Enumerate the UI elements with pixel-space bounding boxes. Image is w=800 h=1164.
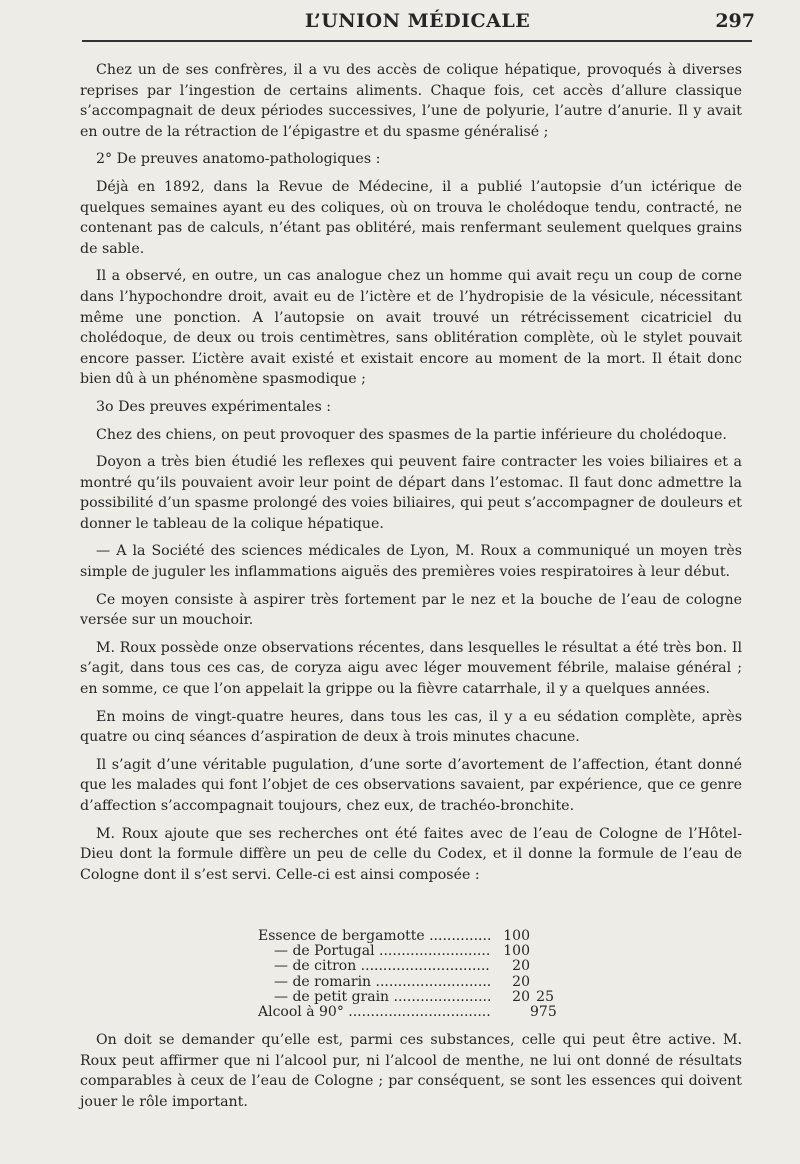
cologne-formula	[258, 929, 578, 1020]
ingredient-amount: 20	[512, 958, 530, 975]
paragraph: 2° De preuves anatomo-pathologiques :	[96, 151, 381, 168]
formula-row	[258, 944, 578, 959]
ingredient-name: — de Portugal .....	[258, 944, 490, 959]
ingredient-name: Alcool à 90° .....	[258, 1005, 490, 1020]
closing-paragraph: On doit se demander qu’elle est, parmi ces substances, celle qui peut être active. M. Roux peut affirmer que ni l’alcool pur, ni l’alcool de menthe, ne lui ont donné de résultats comparables à ceux de l’eau de Cologne ; par conséquent, se sont les essences qui doivent jouer le rôle important.	[80, 1032, 742, 1110]
running-title: L’UNION MÉDICALE	[304, 10, 531, 32]
paragraph: M. Roux ajoute que ses recherches ont été faites avec de l’eau de Cologne de l’Hôtel-Dieu dont la formule diffère un peu de celle du Codex, et il donne la formule de l’eau de Cologne dont il s’est servi. Celle-ci est ainsi composée :	[80, 825, 742, 883]
ingredient-amount: 100	[503, 943, 530, 960]
paragraph: 3o Des preuves expérimentales :	[96, 398, 332, 415]
paragraph: — A la Société des sciences médicales de Lyon, M. Roux a communiqué un moyen très simple de juguler les inflammations aiguës des premières voies respiratoires à leur début.	[80, 543, 742, 581]
paragraph: Chez un de ses confrères, il a vu des accès de colique hépatique, provoqués à diverses reprises par l’ingestion de certains aliments. Chaque fois, cet accès d’allure classique s’accompagnait de deux périodes successives, l’une de polyurie, l’autre d’anurie. Il y avait en outre de la rétraction de l’épigastre et du spasme généralisé ;	[80, 62, 742, 140]
paragraph: M. Roux possède onze observations récentes, dans lesquelles le résultat a été très bon. Il s’agit, dans tous ces cas, de coryza aigu avec léger mouvement fébrile, malaise général ; en somme, ce que l’on appelait la grippe ou la fièvre catarrhale, il y a quelques années.	[80, 639, 742, 698]
paragraph: Doyon a très bien étudié les reflexes qui peuvent faire contracter les voies biliaires et a montré qu’ils pouvaient avoir leur point de départ dans l’estomac. Il faut donc admettre la possibilité d’un spasme prolongé des voies biliaires, qui peut s’accompagner de douleurs et donner le tableau de la colique hépatique.	[80, 454, 742, 532]
ingredient-subtotal	[530, 959, 554, 974]
paragraph: Il a observé, en outre, un cas analogue chez un homme qui avait reçu un coup de corne dans l’hypochondre droit, avait eu de l’ictère et de l’hydropisie de la vésicule, nécessitant même une ponction. A l’autopsie on avait trouvé un rétrécissement cicatriciel du cholédoque, de deux ou trois centimètres, sans oblitération complète, où le stylet pouvait encore passer. L’ictère avait existé et existait encore au moment de la mort. Il était donc bien dû à un phénomène spasmodique ;	[80, 268, 742, 388]
ingredient-amount: 100	[503, 928, 530, 944]
paragraph: En moins de vingt-quatre heures, dans tous les cas, il y a eu sédation complète, après quatre ou cinq séances d’aspiration de deux à trois minutes chacune.	[80, 708, 742, 746]
formula-row	[258, 1005, 578, 1020]
ingredient-name: — de romarin .....	[258, 975, 490, 990]
header-rule	[82, 40, 752, 42]
ingredient-subtotal	[530, 929, 554, 944]
ingredient-name: — de citron .....	[258, 959, 490, 974]
paragraph: Déjà en 1892, dans la Revue de Médecine, il a publié l’autopsie d’un ictérique de quelques semaines ayant eu des coliques, où on trouva le cholédoque tendu, contracté, ne contenant pas de calculs, n’étant pas oblitéré, mais renfermant seulement quelques grains de sable.	[80, 178, 742, 257]
closing-section	[80, 1030, 742, 1112]
ingredient-amount	[490, 1005, 530, 1020]
formula-row	[258, 929, 578, 944]
ingredient-subtotal: 25	[536, 988, 554, 1005]
formula-row	[258, 975, 578, 990]
formula-row	[258, 990, 578, 1005]
ingredient-subtotal	[530, 944, 554, 959]
paragraph: Il s’agit d’une véritable pugulation, d’une sorte d’avortement de l’affection, étant donné que les malades qui font l’objet de ces observations savaient, par expérience, que ce genre d’affection s’accompagnait toujours, chez eux, de trachéo-bronchite.	[80, 756, 742, 814]
ingredient-amount: 20	[512, 973, 530, 990]
formula-row	[258, 959, 578, 974]
page-header	[80, 8, 755, 34]
paragraph: Chez des chiens, on peut provoquer des spasmes de la partie inférieure du cholédoque.	[96, 426, 727, 443]
ingredient-name: Essence de bergamotte .....	[258, 929, 490, 944]
ingredient-name: — de petit grain .....	[258, 990, 490, 1005]
ingredient-subtotal	[530, 975, 554, 990]
ingredient-subtotal: 975	[530, 1004, 557, 1021]
ingredient-amount: 20	[512, 988, 530, 1005]
page-number: 297	[715, 10, 755, 32]
article-body	[80, 60, 742, 892]
paragraph: Ce moyen consiste à aspirer très fortement par le nez et la bouche de l’eau de cologne versée sur un mouchoir.	[80, 591, 742, 629]
